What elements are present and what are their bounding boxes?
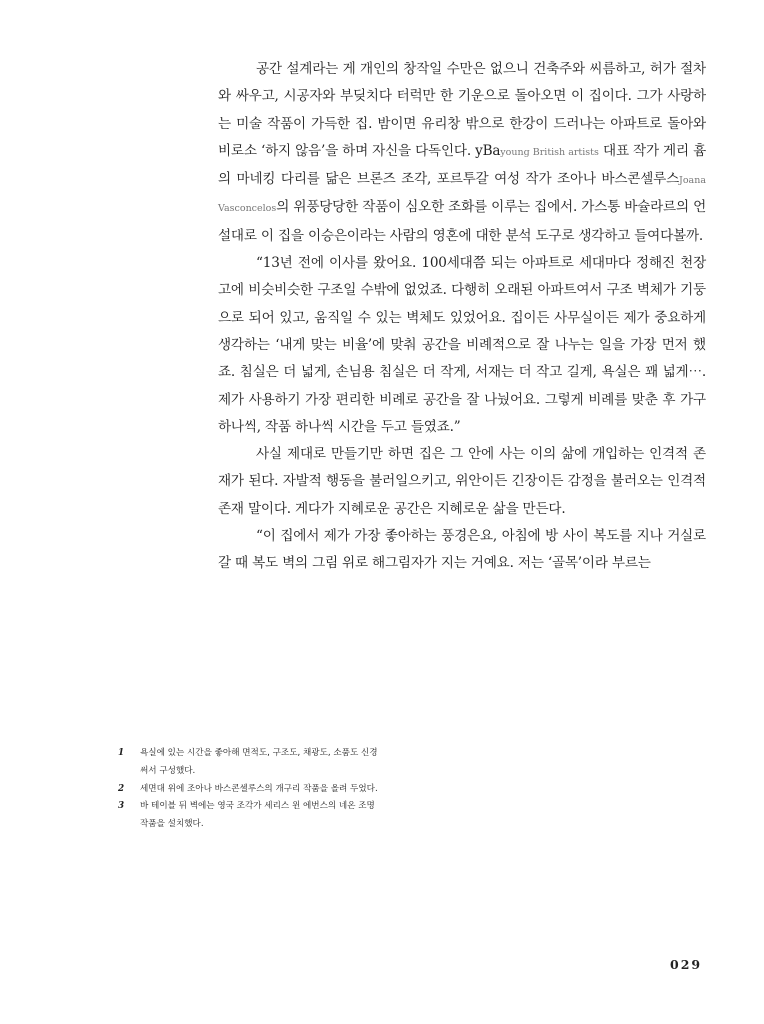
paragraph-2: “13년 전에 이사를 왔어요. 100세대쯤 되는 아파트로 세대마다 정해진 천장고에 비슷비슷한 구조일 수밖에 없었죠. 다행히 오래된 아파트여서 구조 벽체가 기둥으로 되어 있고, 움직일 수 있는 벽체도 있었어요. 집이든 사무실이든 제가 중요하게 생각하는 ‘내게 맞는 비율’에 맞춰 공간을 비례적으로 잘 나누는 일을 가장 먼저 했죠. 침실은 더 넓게, 손님용 침실은 더 작게, 서재는 더 작고 길게, 욕실은 꽤 넓게⋯. 제가 사용하기 가장 편리한 비례로 공간을 잘 나눴어요. 그렇게 비례를 맞춘 후 가구 하나씩, 작품 하나씩 시간을 두고 들였죠.” [218,255,706,435]
paragraph-1 [218,56,706,250]
paragraph-3: 사실 제대로 만들기만 하면 집은 그 안에 사는 이의 삶에 개입하는 인격적 존재가 된다. 자발적 행동을 불러일으키고, 위안이든 긴장이든 감정을 불러오는 인격적 존재 말이다. 게다가 지혜로운 공간은 지혜로운 삶을 만든다. [218,446,706,517]
footnote-text: 욕실에 있는 시간을 좋아해 면적도, 구조도, 채광도, 소품도 신경 써서 구성했다. [140,748,378,776]
footnote-3 [118,798,378,834]
footnote-text: 바 테이블 뒤 벽에는 영국 조각가 세리스 윈 에번스의 네온 조명 작품을 설치했다. [140,801,375,830]
footnote-1 [118,745,378,781]
paragraph-1-text-c: 의 위풍당당한 작품이 심오한 조화를 이루는 집에서. 가스통 바슐라르의 언설대로 이 집을 이승은이라는 사람의 영혼에 대한 분석 도구로 생각하고 들여다볼까. [218,199,706,244]
article-body [218,56,706,578]
inline-note-artist: Joana Vasconcelos [218,175,706,215]
inline-note-yba: young British artists [500,146,599,158]
paragraph-1-text-b: 대표 작가 게리 흄의 마네킹 다리를 닮은 브론즈 조각, 포르투갈 여성 작가 조아나 바스콘셀루스 [218,142,706,188]
footnote-number: 3 [118,801,125,812]
footnote-number: 1 [118,748,125,758]
footnote-text: 세면대 위에 조아나 바스콘셀루스의 개구리 작품을 올려 두었다. [140,783,378,794]
paragraph-4: “이 집에서 제가 가장 좋아하는 풍경은요, 아침에 방 사이 복도를 지나 거실로 갈 때 복도 벽의 그림 위로 해그림자가 지는 거예요. 저는 ‘골목’이라 부르는 [218,528,706,572]
page-number: 029 [670,957,703,972]
footnote-number: 2 [118,783,125,794]
paragraph-1-text-a: 공간 설계라는 게 개인의 창작일 수만은 없으니 건축주와 씨름하고, 허가 절차와 싸우고, 시공자와 부딪치다 터럭만 한 기운으로 돌아오면 이 집이다. 그가 사랑하는 미술 작품이 가득한 집. 밤이면 유리창 밖으로 한강이 드러나는 아파트로 돌아와 비로소 ‘하지 않음’을 하며 자신을 다독인다. yBa [218,61,706,159]
footnote-2 [118,781,378,799]
footnotes [118,745,378,834]
